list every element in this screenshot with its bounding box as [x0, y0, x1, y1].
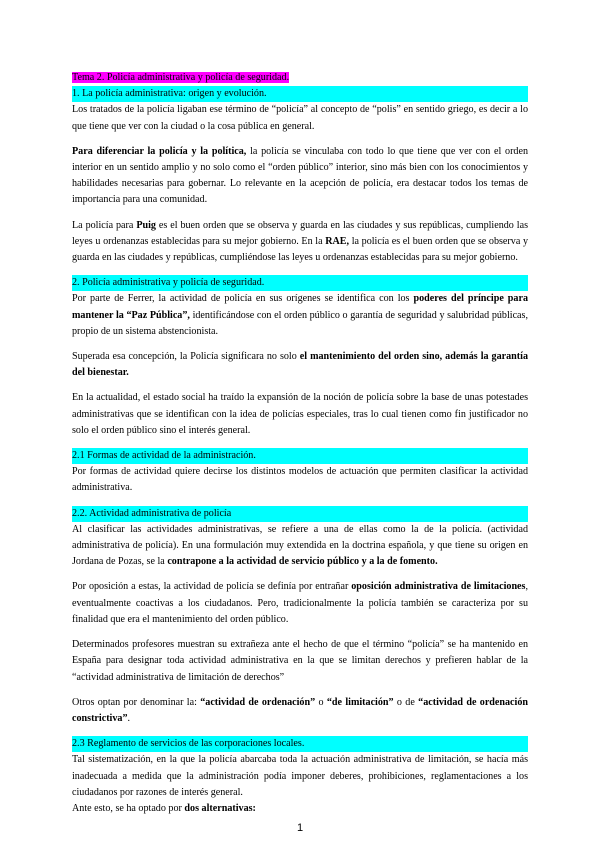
- section-2-2-paragraph-2: Por oposición a estas, la actividad de policía se definía por entrañar oposición administrativa de limitaciones, eventualmente coactivas a los ciudadanos. Pero, tradicionalmente la policía también se caracteriza por su finalidad que era el mantenimiento del orden público.: [72, 581, 528, 625]
- section-1-heading: 1. La policía administrativa: origen y evolución.: [72, 86, 528, 102]
- section-2-3-paragraph-1: Tal sistematización, en la que la policía abarcaba toda la actuación administrativa de limitación, se hacía más inadecuada a medida que la administración podía imponer deberes, prohibiciones, reglamentaciones a los ciudadanos por razones de interés general.: [72, 754, 528, 798]
- section-2-heading: 2. Policía administrativa y policía de seguridad.: [72, 275, 528, 291]
- section-2-2-paragraph-1: Al clasificar las actividades administrativas, se refiere a una de ellas como la de la policía. (actividad administrativa de policía). En una formulación muy extendida en la doctrina española, y que tiene su origen en Jordana de Pozas, se la contrapone a la actividad de servicio público y a la de fomento.: [72, 523, 528, 568]
- section-1-paragraph-3: La policía para Puig es el buen orden que se observa y guarda en las ciudades y sus repúblicas, cumpliendo las leyes u ordenanzas establecidas para su mejor gobierno. En la RAE, la policía es el buen orden que se observa y guarda en las ciudades y repúblicas, cumpliéndose las leyes u ordenanzas establecidas para su mejor gobierno.: [72, 219, 528, 264]
- section-2-paragraph-3: En la actualidad, el estado social ha traído la expansión de la noción de policía sobre la base de unas potestades administrativas que se identifican con la idea de policías especiales, tras lo cual tienen como fin justificador no solo el orden público sino el interés general.: [72, 392, 528, 436]
- document-page: [72, 70, 528, 817]
- section-1-paragraph-1: Los tratados de la policía ligaban ese término de “policía” al concepto de “polis” en sentido griego, es decir a lo que tiene que ver con la ciudad o la cosa pública en general.: [72, 104, 528, 132]
- section-2-1-paragraph-1: Por formas de actividad quiere decirse los distintos modelos de actuación que permiten clasificar la actividad administrativa.: [72, 466, 528, 494]
- section-2-2-heading: 2.2. Actividad administrativa de policía: [72, 506, 528, 522]
- section-2-paragraph-1: Por parte de Ferrer, la actividad de policía en sus orígenes se identifica con los poderes del príncipe para mantener la “Paz Pública”, identificándose con el orden público o garantía de seguridad y salubridad públicas, propio de un sistema abstencionista.: [72, 293, 528, 337]
- section-2-1-heading: 2.1 Formas de actividad de la administración.: [72, 448, 528, 464]
- section-2-3-heading: 2.3 Reglamento de servicios de las corporaciones locales.: [72, 736, 528, 752]
- page-number: 1: [296, 822, 304, 834]
- section-2-paragraph-2: Superada esa concepción, la Policía significara no solo el mantenimiento del orden sino, además la garantía del bienestar.: [72, 351, 528, 379]
- document-title: Tema 2. Policía administrativa y policía de seguridad.: [72, 72, 290, 83]
- section-2-2-paragraph-3: Determinados profesores muestran su extrañeza ante el hecho de que el término “policía” se ha mantenido en España para designar toda actividad administrativa en la que se limitan derechos y prefieren hablar de la “actividad administrativa de limitación de derechos”: [72, 639, 528, 683]
- section-1-paragraph-2: Para diferenciar la policía y la política, la policía se vinculaba con todo lo que tiene que ver con el orden interior en un sentido amplio y no solo como el “orden público” interior, sino más bien con los conocimientos y habilidades necesarias para gobernar. Lo relevante en la acepción de policía, era destacar todos los temas de importancia para una comunidad.: [72, 145, 528, 206]
- section-2-3-paragraph-2: Ante esto, se ha optado por dos alternativas:: [72, 802, 256, 814]
- section-2-2-paragraph-4: Otros optan por denominar la: “actividad de ordenación” o “de limitación” o de “actividad de ordenación constrictiva”.: [72, 696, 528, 724]
